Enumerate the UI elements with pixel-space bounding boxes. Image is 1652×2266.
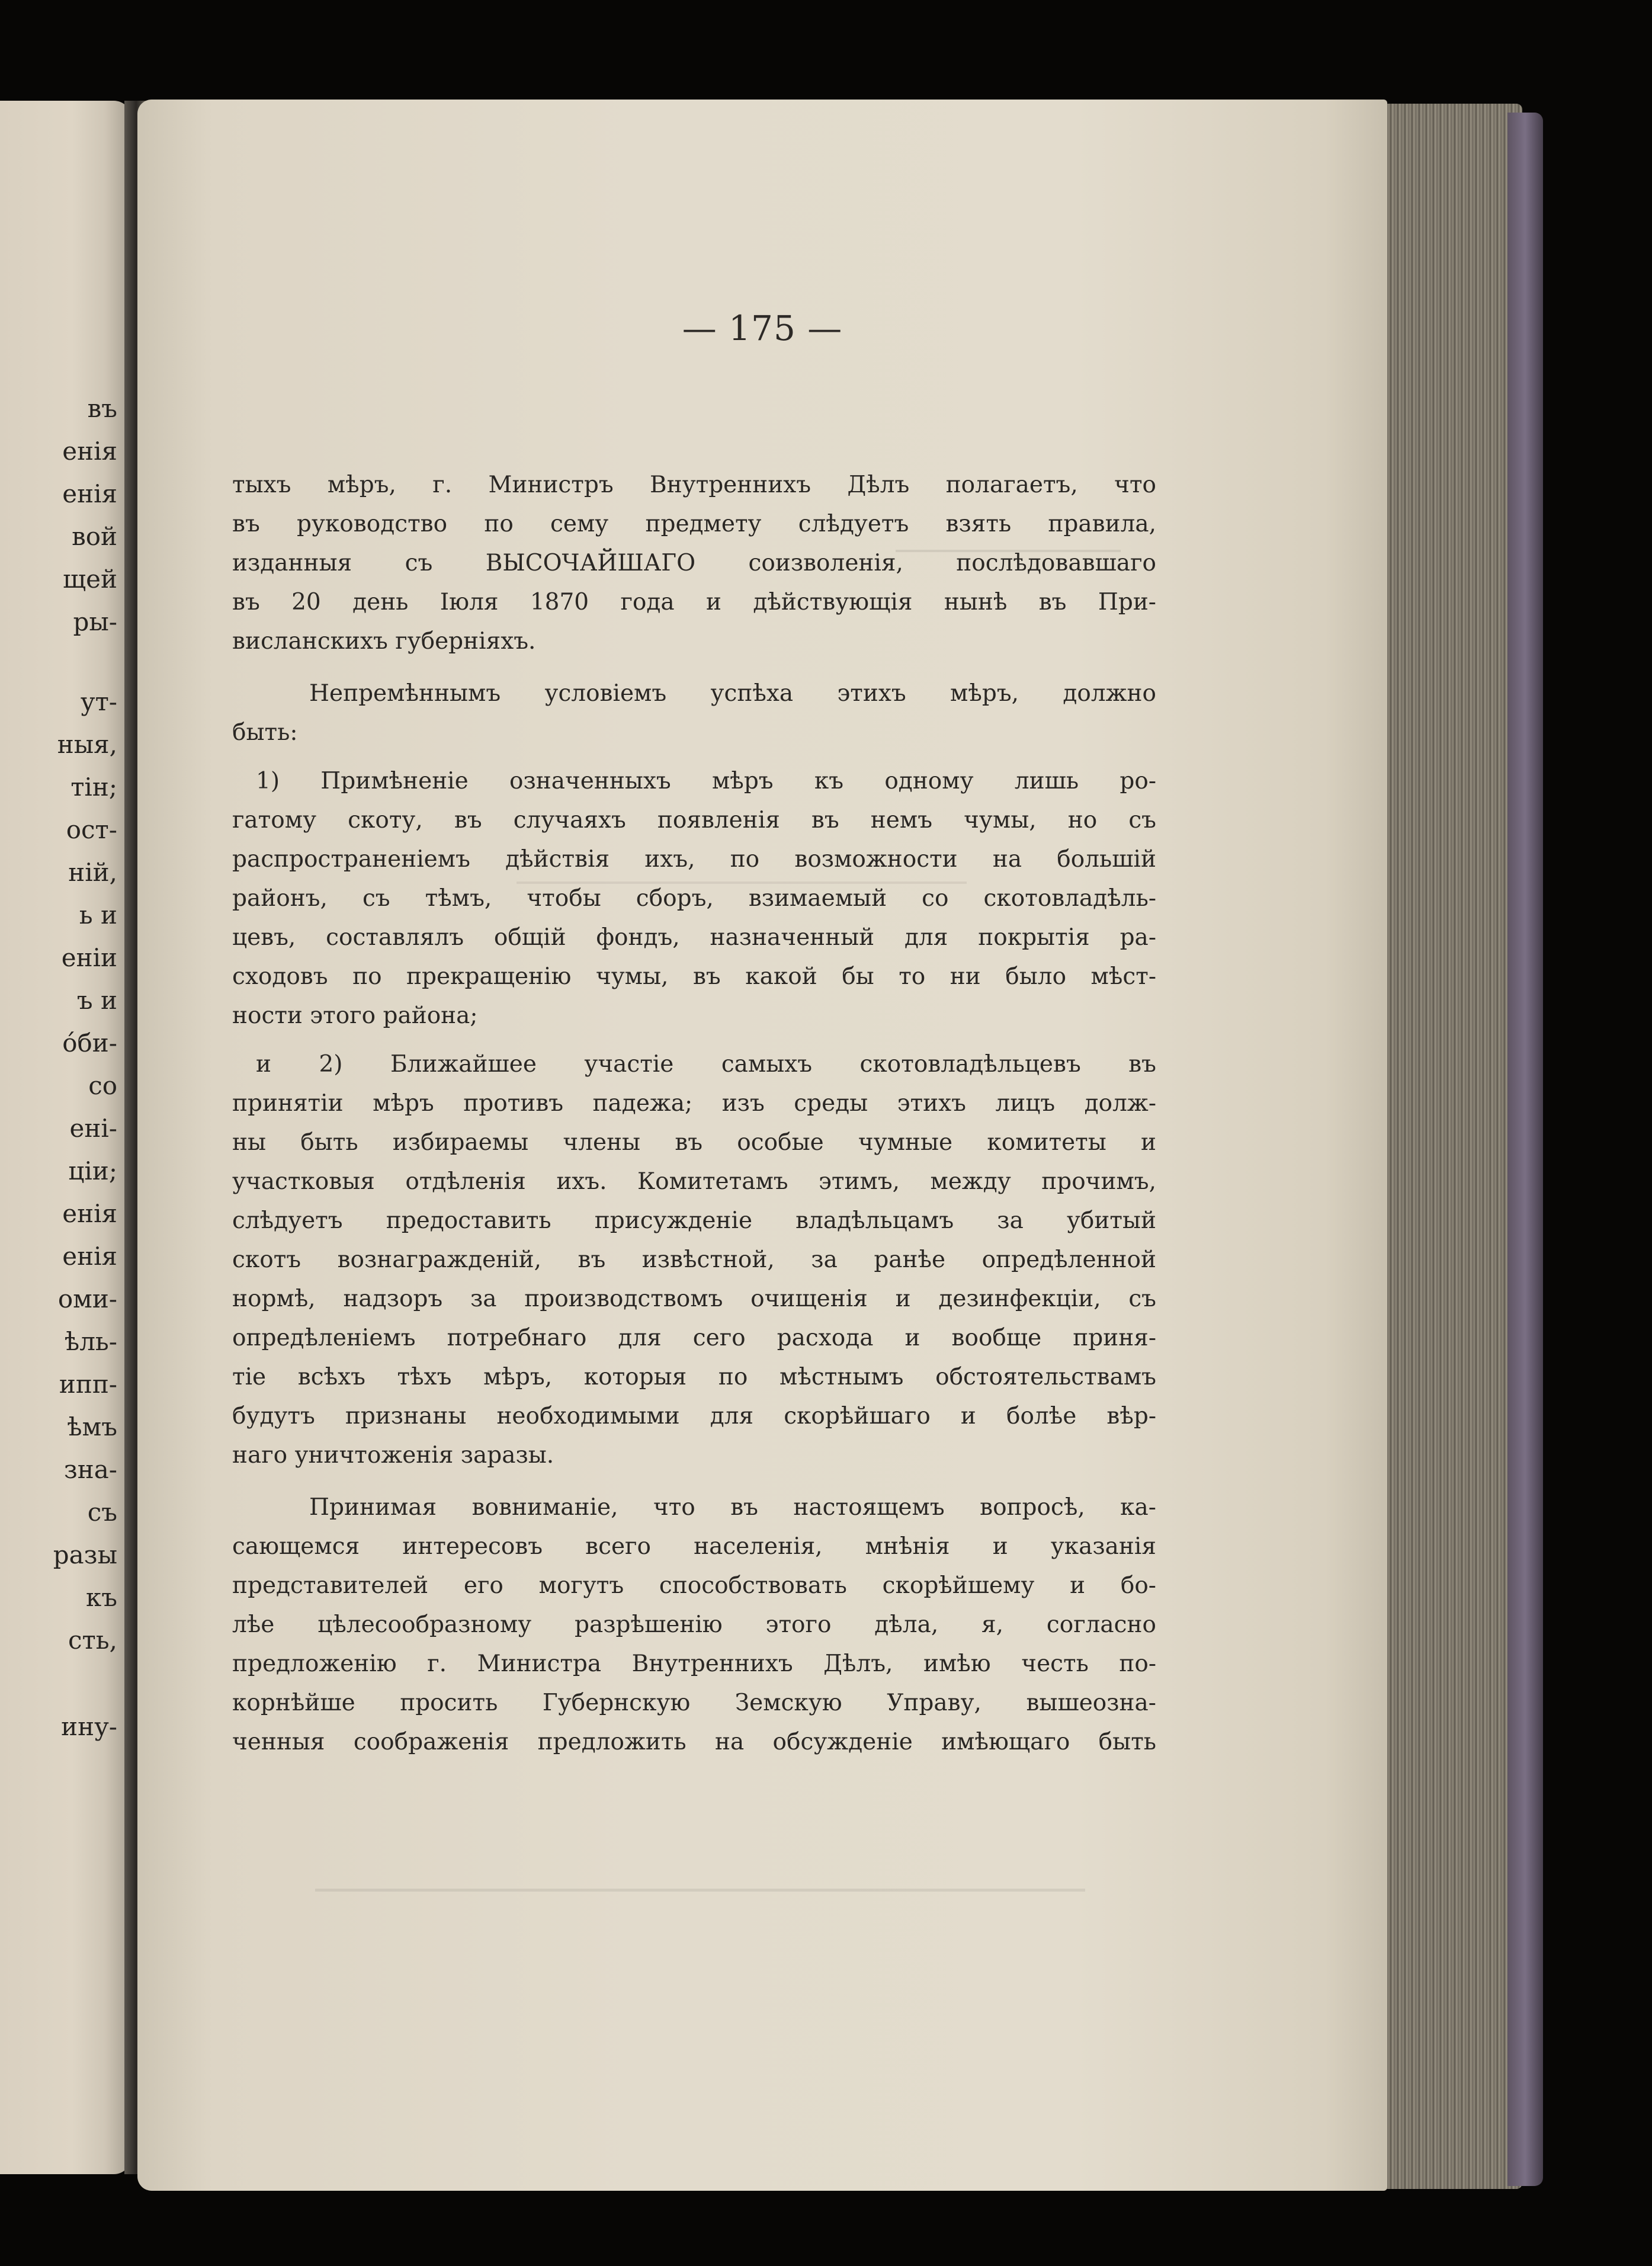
text-line: районъ, съ тѣмъ, чтобы сборъ, взимаемый со скотовладѣль- bbox=[232, 885, 1156, 912]
left-page-line-fragment: еніи bbox=[61, 943, 117, 972]
text-line: представителей его могутъ способствовать скорѣйшему и бо- bbox=[232, 1572, 1156, 1599]
text-line: скотъ вознагражденій, въ извѣстной, за ранѣе опредѣленной bbox=[232, 1246, 1156, 1273]
left-page-line-fragment: ъ и bbox=[76, 986, 117, 1015]
text-line: сающемся интересовъ всего населенія, мнѣнія и указанія bbox=[232, 1533, 1156, 1560]
text-line: лѣе цѣлесообразному разрѣшенію этого дѣла, я, согласно bbox=[232, 1611, 1156, 1638]
page-number: — 175 — bbox=[682, 308, 843, 348]
page-block-edges bbox=[1380, 104, 1522, 2189]
left-page-line-fragment: сть, bbox=[68, 1626, 117, 1655]
text-line: распространеніемъ дѣйствія ихъ, по возможности на большій bbox=[232, 846, 1156, 873]
text-line: корнѣйше просить Губернскую Земскую Управу, вышеозна- bbox=[232, 1690, 1156, 1716]
text-line: слѣдуетъ предоставить присужденіе владѣльцамъ за убитый bbox=[232, 1207, 1156, 1234]
text-line: Принимая вовниманіе, что въ настоящемъ вопросѣ, ка- bbox=[309, 1494, 1156, 1521]
left-page-line-fragment: въ bbox=[87, 394, 117, 423]
left-page-line-fragment: ній, bbox=[68, 858, 117, 887]
left-page-line-fragment: со bbox=[88, 1071, 117, 1100]
text-line: и 2) Ближайшее участіе самыхъ скотовладѣльцевъ въ bbox=[256, 1051, 1156, 1078]
text-line: тіе всѣхъ тѣхъ мѣръ, которыя по мѣстнымъ обстоятельствамъ bbox=[232, 1364, 1156, 1390]
left-page-line-fragment: енія bbox=[62, 1242, 117, 1271]
left-page-line-fragment: óби- bbox=[62, 1028, 117, 1057]
bleed-through-mark bbox=[315, 1889, 1085, 1892]
left-page-line-fragment: ціи; bbox=[68, 1156, 117, 1185]
left-page-line-fragment: ут- bbox=[80, 687, 117, 716]
text-line: цевъ, составлялъ общій фондъ, назначенный для покрытія ра- bbox=[232, 924, 1156, 951]
text-line: сходовъ по прекращенію чумы, въ какой бы то ни было мѣст- bbox=[232, 963, 1156, 990]
text-line: быть: bbox=[232, 719, 298, 746]
text-line: будутъ признаны необходимыми для скорѣйшаго и болѣе вѣр- bbox=[232, 1403, 1156, 1430]
text-line: ности этого района; bbox=[232, 1002, 478, 1029]
left-page-line-fragment: енія bbox=[62, 479, 117, 508]
text-line: предложенію г. Министра Внутреннихъ Дѣлъ, имѣю честь по- bbox=[232, 1650, 1156, 1677]
left-page-line-fragment: ь и bbox=[79, 900, 117, 930]
left-page-line-fragment: ѣль- bbox=[64, 1327, 117, 1356]
text-line: въ руководство по сему предмету слѣдуетъ взять правила, bbox=[232, 511, 1156, 537]
text-line: участковыя отдѣленія ихъ. Комитетамъ этимъ, между прочимъ, bbox=[232, 1168, 1156, 1195]
left-page-line-fragment: ипп- bbox=[59, 1370, 117, 1399]
left-page-line-fragment: ені- bbox=[69, 1114, 117, 1143]
left-page-line-fragment: щей bbox=[63, 565, 117, 594]
left-page-line-fragment: тін; bbox=[70, 773, 117, 802]
text-line: ченныя соображенія предложить на обсужденіе имѣющаго быть bbox=[232, 1729, 1156, 1755]
left-page-line-fragment: ост- bbox=[66, 815, 117, 844]
text-line: ны быть избираемы члены въ особые чумные комитеты и bbox=[232, 1129, 1156, 1156]
text-line: гатому скоту, въ случаяхъ появленія въ немъ чумы, но съ bbox=[232, 807, 1156, 834]
text-line: въ 20 день Іюля 1870 года и дѣйствующія нынѣ въ При- bbox=[232, 589, 1156, 616]
text-line: изданныя съ ВЫСОЧАЙШАГО соизволенія, послѣдовавшаго bbox=[232, 550, 1156, 576]
left-page-fragment bbox=[0, 101, 131, 2174]
text-line: нормѣ, надзоръ за производствомъ очищенія и дезинфекціи, съ bbox=[232, 1286, 1156, 1312]
left-page-line-fragment: енія bbox=[62, 1199, 117, 1228]
left-page-line-fragment: ѣмъ bbox=[67, 1412, 117, 1441]
text-line: Непремѣннымъ условіемъ успѣха этихъ мѣръ, должно bbox=[309, 680, 1156, 707]
left-page-line-fragment: оми- bbox=[57, 1284, 117, 1313]
text-line: принятіи мѣръ противъ падежа; изъ среды этихъ лицъ долж- bbox=[232, 1090, 1156, 1117]
book-cover-edge bbox=[1507, 113, 1543, 2186]
main-page bbox=[137, 100, 1387, 2191]
text-line: наго уничтоженія заразы. bbox=[232, 1442, 554, 1469]
left-page-line-fragment: разы bbox=[53, 1540, 117, 1569]
left-page-line-fragment: зна- bbox=[63, 1455, 117, 1484]
left-page-line-fragment: къ bbox=[86, 1583, 117, 1612]
left-page-line-fragment: ину- bbox=[61, 1712, 117, 1741]
text-line: 1) Примѣненіе означенныхъ мѣръ къ одному лишь ро- bbox=[256, 768, 1156, 794]
left-page-line-fragment: ры- bbox=[73, 607, 117, 636]
left-page-line-fragment: енія bbox=[62, 437, 117, 466]
text-line: тыхъ мѣръ, г. Министръ Внутреннихъ Дѣлъ полагаетъ, что bbox=[232, 472, 1156, 498]
text-line: опредѣленіемъ потребнаго для сего расхода и вообще приня- bbox=[232, 1325, 1156, 1351]
left-page-line-fragment: съ bbox=[87, 1498, 117, 1527]
left-page-line-fragment: ныя, bbox=[57, 730, 117, 759]
text-line: висланскихъ губерніяхъ. bbox=[232, 628, 536, 655]
left-page-line-fragment: вой bbox=[72, 522, 117, 551]
